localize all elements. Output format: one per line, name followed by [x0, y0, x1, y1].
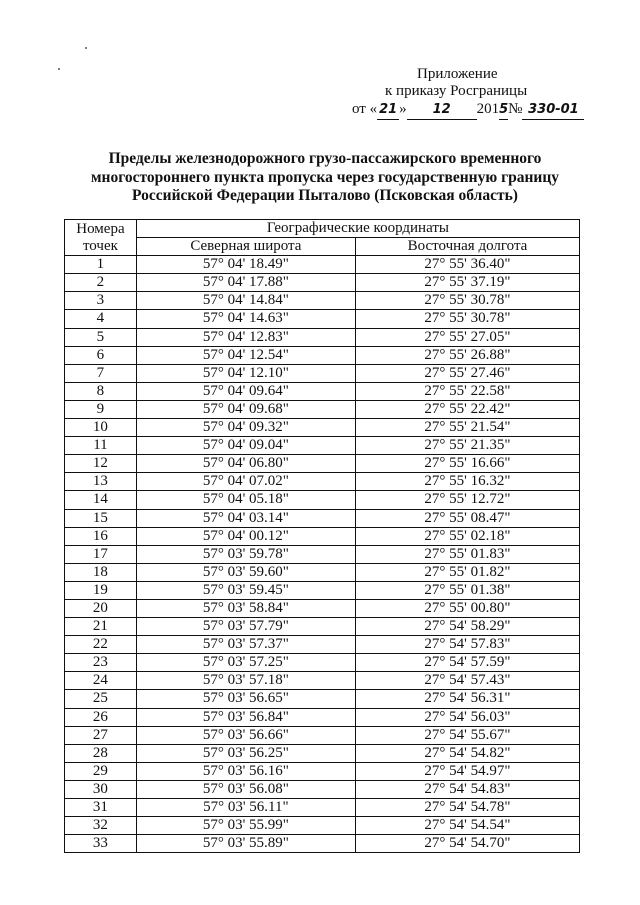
point-number: 2 [65, 274, 137, 292]
latitude-cell: 57° 04' 12.10" [136, 364, 355, 382]
latitude-cell: 57° 03' 59.78" [136, 545, 355, 563]
col-coords-header: Географические координаты [136, 220, 579, 238]
longitude-cell: 27° 54' 55.67" [355, 726, 579, 744]
table-row [65, 437, 580, 455]
year-prefix: 201 [476, 101, 500, 117]
longitude-cell: 27° 55' 12.72" [355, 491, 579, 509]
longitude-cell: 27° 54' 57.43" [355, 672, 579, 690]
latitude-cell: 57° 03' 55.89" [136, 835, 355, 853]
document-title: Пределы железнодорожного грузо-пассажирского временного многостороннего пункта пропуска через государственную границу Российской Федерации Пыталово (Псковская область) [90, 150, 560, 204]
longitude-cell: 27° 54' 54.82" [355, 744, 579, 762]
latitude-cell: 57° 04' 14.63" [136, 310, 355, 328]
point-number: 4 [65, 310, 137, 328]
table-row [65, 780, 580, 798]
longitude-cell: 27° 54' 57.83" [355, 636, 579, 654]
latitude-cell: 57° 03' 59.45" [136, 581, 355, 599]
longitude-cell: 27° 54' 54.70" [355, 835, 579, 853]
latitude-cell: 57° 04' 09.64" [136, 382, 355, 400]
point-number: 8 [65, 382, 137, 400]
table-row [65, 708, 580, 726]
col-lon-header: Восточная долгота [355, 238, 579, 256]
point-number: 25 [65, 690, 137, 708]
latitude-cell: 57° 04' 09.32" [136, 419, 355, 437]
point-number: 26 [65, 708, 137, 726]
order-reference: к приказу Росграницы [385, 83, 528, 99]
latitude-cell: 57° 04' 18.49" [136, 256, 355, 274]
longitude-cell: 27° 54' 54.54" [355, 817, 579, 835]
point-number: 13 [65, 473, 137, 491]
table-row [65, 817, 580, 835]
point-number: 24 [65, 672, 137, 690]
latitude-cell: 57° 04' 00.12" [136, 527, 355, 545]
point-number: 16 [65, 527, 137, 545]
table-row [65, 328, 580, 346]
table-row [65, 346, 580, 364]
longitude-cell: 27° 55' 01.83" [355, 545, 579, 563]
latitude-cell: 57° 04' 12.54" [136, 346, 355, 364]
longitude-cell: 27° 55' 01.38" [355, 581, 579, 599]
longitude-cell: 27° 55' 08.47" [355, 509, 579, 527]
table-row [65, 563, 580, 581]
table-row [65, 419, 580, 437]
longitude-cell: 27° 55' 16.66" [355, 455, 579, 473]
scan-speck [85, 47, 87, 49]
coordinates-table [64, 219, 580, 853]
col-lat-header: Северная широта [136, 238, 355, 256]
latitude-cell: 57° 04' 07.02" [136, 473, 355, 491]
table-row [65, 473, 580, 491]
longitude-cell: 27° 55' 21.54" [355, 419, 579, 437]
point-number: 19 [65, 581, 137, 599]
date-prefix: от « [352, 101, 378, 117]
table-row [65, 292, 580, 310]
table-row [65, 509, 580, 527]
table-row [65, 256, 580, 274]
table-row [65, 581, 580, 599]
longitude-cell: 27° 55' 21.35" [355, 437, 579, 455]
latitude-cell: 57° 04' 17.88" [136, 274, 355, 292]
latitude-cell: 57° 03' 56.08" [136, 780, 355, 798]
point-number: 20 [65, 599, 137, 617]
point-number: 18 [65, 563, 137, 581]
latitude-cell: 57° 03' 56.84" [136, 708, 355, 726]
point-number: 28 [65, 744, 137, 762]
point-number: 31 [65, 799, 137, 817]
latitude-cell: 57° 03' 58.84" [136, 599, 355, 617]
longitude-cell: 27° 54' 58.29" [355, 618, 579, 636]
point-number: 10 [65, 419, 137, 437]
col-number-header: Номера точек [65, 220, 137, 256]
longitude-cell: 27° 54' 56.31" [355, 690, 579, 708]
point-number: 30 [65, 780, 137, 798]
point-number: 33 [65, 835, 137, 853]
longitude-cell: 27° 55' 30.78" [355, 310, 579, 328]
latitude-cell: 57° 03' 56.25" [136, 744, 355, 762]
longitude-cell: 27° 55' 37.19" [355, 274, 579, 292]
point-number: 5 [65, 328, 137, 346]
latitude-cell: 57° 04' 09.68" [136, 400, 355, 418]
longitude-cell: 27° 54' 54.78" [355, 799, 579, 817]
latitude-cell: 57° 03' 56.65" [136, 690, 355, 708]
point-number: 17 [65, 545, 137, 563]
longitude-cell: 27° 55' 22.58" [355, 382, 579, 400]
date-sep: » [399, 101, 407, 117]
table-row [65, 726, 580, 744]
longitude-cell: 27° 55' 01.82" [355, 563, 579, 581]
latitude-cell: 57° 04' 05.18" [136, 491, 355, 509]
latitude-cell: 57° 04' 03.14" [136, 509, 355, 527]
table-row [65, 636, 580, 654]
longitude-cell: 27° 55' 36.40" [355, 256, 579, 274]
point-number: 32 [65, 817, 137, 835]
table-row [65, 762, 580, 780]
latitude-cell: 57° 03' 56.66" [136, 726, 355, 744]
order-number: 330-01 [522, 100, 584, 120]
table-row [65, 618, 580, 636]
scan-speck [58, 68, 60, 70]
point-number: 7 [65, 364, 137, 382]
table-row [65, 545, 580, 563]
point-number: 21 [65, 618, 137, 636]
table-row [65, 491, 580, 509]
longitude-cell: 27° 55' 16.32" [355, 473, 579, 491]
order-date-line [352, 100, 584, 120]
point-number: 3 [65, 292, 137, 310]
longitude-cell: 27° 55' 26.88" [355, 346, 579, 364]
point-number: 12 [65, 455, 137, 473]
latitude-cell: 57° 04' 09.04" [136, 437, 355, 455]
longitude-cell: 27° 55' 22.42" [355, 400, 579, 418]
order-month: 12 [407, 100, 477, 120]
table-row [65, 455, 580, 473]
table-row [65, 654, 580, 672]
latitude-cell: 57° 04' 12.83" [136, 328, 355, 346]
table-row [65, 690, 580, 708]
table-row [65, 835, 580, 853]
table-row [65, 527, 580, 545]
longitude-cell: 27° 55' 27.05" [355, 328, 579, 346]
latitude-cell: 57° 03' 57.18" [136, 672, 355, 690]
longitude-cell: 27° 55' 27.46" [355, 364, 579, 382]
point-number: 14 [65, 491, 137, 509]
latitude-cell: 57° 03' 56.16" [136, 762, 355, 780]
table-row [65, 310, 580, 328]
point-number: 23 [65, 654, 137, 672]
point-number: 6 [65, 346, 137, 364]
point-number: 9 [65, 400, 137, 418]
table-row [65, 744, 580, 762]
latitude-cell: 57° 03' 57.79" [136, 618, 355, 636]
number-sign: № [508, 101, 523, 117]
table-row [65, 364, 580, 382]
point-number: 22 [65, 636, 137, 654]
longitude-cell: 27° 55' 02.18" [355, 527, 579, 545]
latitude-cell: 57° 03' 57.37" [136, 636, 355, 654]
table-row [65, 274, 580, 292]
latitude-cell: 57° 03' 59.60" [136, 563, 355, 581]
latitude-cell: 57° 03' 55.99" [136, 817, 355, 835]
longitude-cell: 27° 54' 56.03" [355, 708, 579, 726]
latitude-cell: 57° 03' 56.11" [136, 799, 355, 817]
year-digit: 5 [499, 100, 508, 120]
longitude-cell: 27° 54' 54.83" [355, 780, 579, 798]
table-row [65, 599, 580, 617]
latitude-cell: 57° 04' 06.80" [136, 455, 355, 473]
point-number: 11 [65, 437, 137, 455]
point-number: 1 [65, 256, 137, 274]
longitude-cell: 27° 54' 54.97" [355, 762, 579, 780]
point-number: 27 [65, 726, 137, 744]
latitude-cell: 57° 03' 57.25" [136, 654, 355, 672]
longitude-cell: 27° 55' 30.78" [355, 292, 579, 310]
order-day: 21 [377, 100, 399, 120]
longitude-cell: 27° 55' 00.80" [355, 599, 579, 617]
table-row [65, 400, 580, 418]
table-row [65, 382, 580, 400]
latitude-cell: 57° 04' 14.84" [136, 292, 355, 310]
point-number: 29 [65, 762, 137, 780]
longitude-cell: 27° 54' 57.59" [355, 654, 579, 672]
point-number: 15 [65, 509, 137, 527]
table-row [65, 799, 580, 817]
appendix-label: Приложение [417, 66, 498, 82]
table-row [65, 672, 580, 690]
